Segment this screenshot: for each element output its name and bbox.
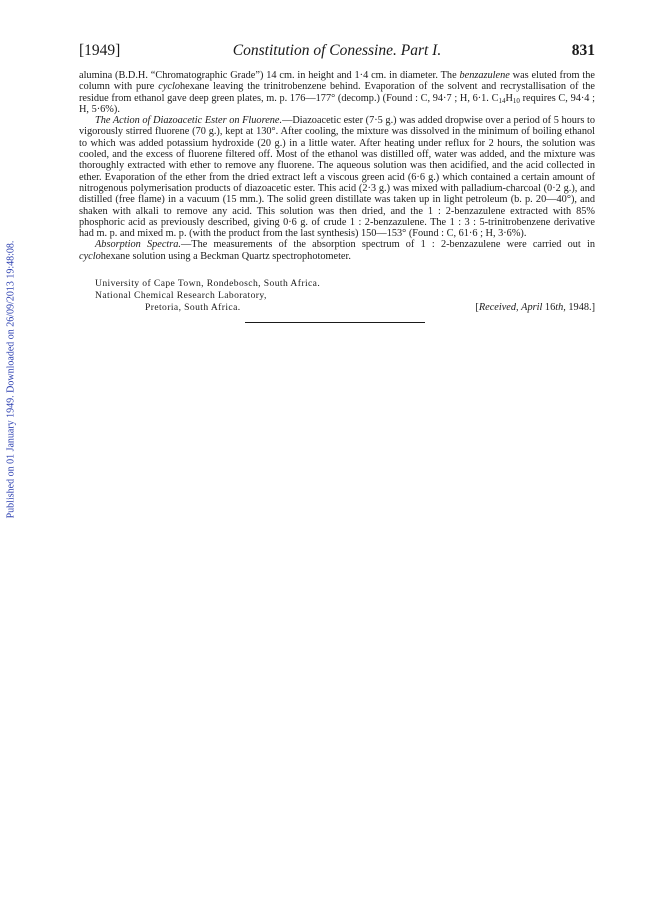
- benzazulene-term: benzazulene: [459, 70, 510, 81]
- page-number: 831: [571, 42, 595, 59]
- paragraph-diazoacetic-ester: The Action of Diazoacetic Ester on Fluorene.—Diazoacetic ester (7·5 g.) was added dropwise over a period of 5 hours to vigorously stirred fluorene (70 g.), kept at 130°. After cooling, the mixture was dissolved in the minimum of boiling ethanol to which was added potassium hydroxide (20 g.) in a little water. After heating under reflux for 2 hours, the solution was cooled, and the excess of fluorene filtered off. Most of the ethanol was distilled off, water was added, and the mixture was thoroughly extracted with ether to remove any fluorene. The aqueous solution was then acidified, and the acid collected in ether. Evaporation of the ether from the dried extract left a viscous green acid (6·6 g.) which contained a certain amount of nitrogenous polymerisation products of diazoacetic ester. This acid (2·3 g.) was mixed with palladium-charcoal (0·2 g.), and distilled (free flame) in a vacuum (15 mm.). The solid green distillate was taken up in light petroleum (b. p. 20—40°), and shaken with alkali to remove any acid. This solution was then dried, and the 1 : 2-benzazulene extracted with 85% phosphoric acid as previously described, giving 0·6 g. of crude 1 : 2-benzazulene. The 1 : 3 : 5-trinitrobenzene derivative had m. p. and mixed m. p. (with the product from the last synthesis) 150—153° (Found : C, 61·6 ; H, 3·6%).: [79, 115, 595, 240]
- publication-watermark-text: Published on 01 January 1949. Downloaded on 26/09/2013 19:48:08.: [5, 240, 17, 518]
- publication-watermark: [2, 231, 20, 527]
- header-title-part: Part I.: [400, 42, 442, 59]
- header-year: [1949]: [79, 42, 121, 59]
- header-title-italic: Constitution of Conessine.: [232, 42, 397, 59]
- address-line-3: Pretoria, South Africa.: [145, 301, 241, 313]
- section-heading-absorption: Absorption Spectra.: [95, 239, 181, 251]
- received-date: [Received, April 16th, 1948.]: [475, 301, 595, 313]
- section-heading-diazoacetic: The Action of Diazoacetic Ester on Fluorene.: [95, 115, 283, 127]
- running-header: [79, 42, 595, 64]
- article-body: [79, 70, 595, 262]
- paragraph-absorption-spectra: Absorption Spectra.—The measurements of the absorption spectrum of 1 : 2-benzazulene were carried out in cyclohexane solution using a Beckman Quartz spectrophotometer.: [79, 239, 595, 262]
- header-title: [79, 42, 595, 60]
- end-rule: [245, 322, 425, 323]
- paragraph-elution: alumina (B.D.H. “Chromatographic Grade”) 14 cm. in height and 1·4 cm. in diameter. The benzazulene was eluted from the column with pure cyclohexane leaving the trinitrobenzene behind. Evaporation of the solvent and recrystallisation of the residue from ethanol gave deep green plates, m. p. 176—177° (decomp.) (Found : C, 94·7 ; H, 6·1. $C_{14}H_{10}$ requires C, 94·4 ; H, 5·6%).: [79, 70, 595, 115]
- address-line-1: University of Cape Town, Rondebosch, South Africa.: [95, 278, 321, 289]
- address-line-2: National Chemical Research Laboratory,: [95, 289, 267, 301]
